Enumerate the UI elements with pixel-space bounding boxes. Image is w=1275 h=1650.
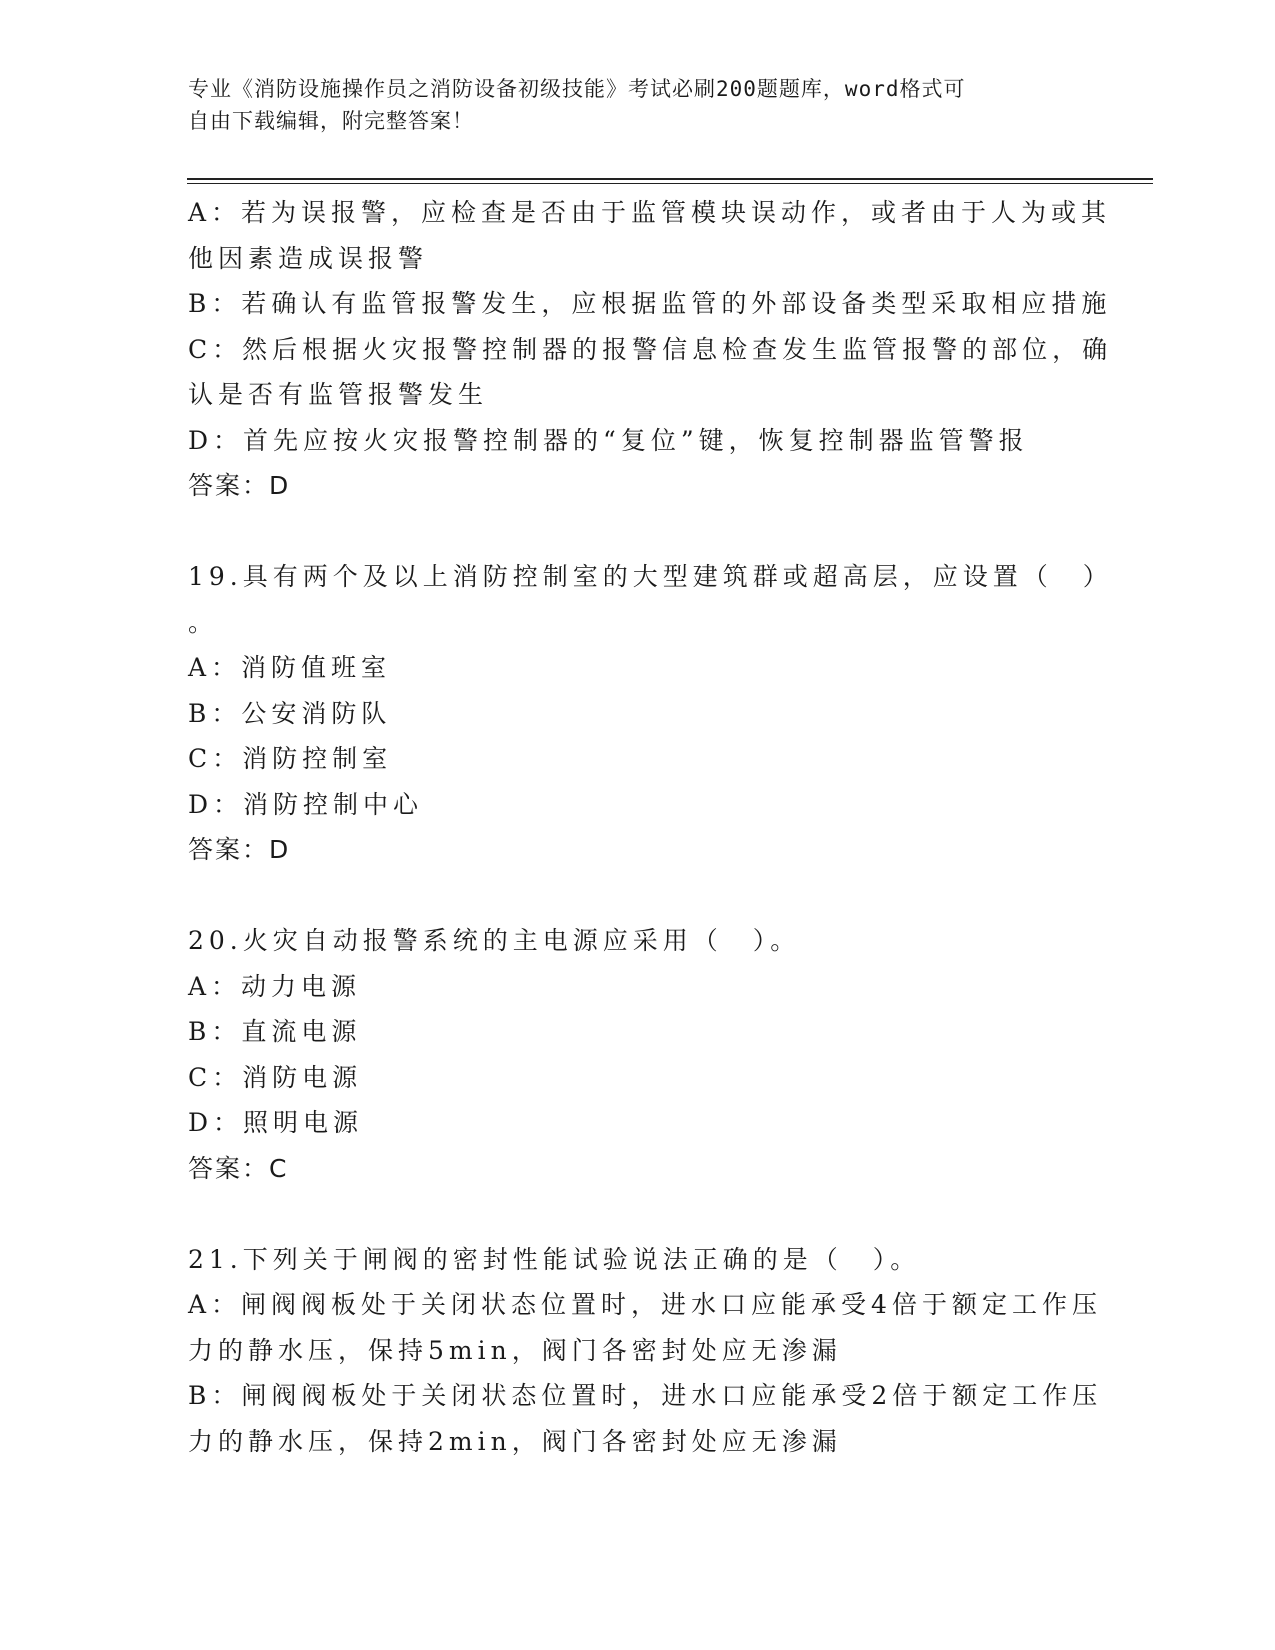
spacer xyxy=(188,1191,1088,1237)
question-20 xyxy=(188,918,1088,1191)
option-line: D：首先应按火灾报警控制器的“复位”键，恢复控制器监管警报 xyxy=(188,425,1029,455)
option-line: 力的静水压，保持2min，阀门各密封处应无渗漏 xyxy=(188,1426,842,1456)
question-18-continued xyxy=(188,190,1113,509)
question-stem-continued: 。 xyxy=(188,607,219,637)
option-a: A：动力电源 xyxy=(188,971,362,1001)
option-line: 认是否有监管报警发生 xyxy=(188,380,489,409)
option-d: D：消防控制中心 xyxy=(188,789,424,819)
header-line-2: 自由下载编辑，附完整答案！ xyxy=(188,109,474,133)
option-line: 他因素造成误报警 xyxy=(188,243,429,273)
spacer xyxy=(188,509,1088,555)
option-line: 力的静水压，保持5min，阀门各密封处应无渗漏 xyxy=(188,1335,842,1365)
spacer xyxy=(188,873,1088,919)
option-line: B：闸阀阀板处于关闭状态位置时，进水口应能承受2倍于额定工作压 xyxy=(188,1381,1103,1410)
option-line: A：若为误报警，应检查是否由于监管模块误动作，或者由于人为或其 xyxy=(188,198,1112,227)
option-line: B：若确认有监管报警发生，应根据监管的外部设备类型采取相应措施 xyxy=(188,289,1112,318)
option-d: D：照明电源 xyxy=(188,1108,364,1137)
question-stem: 21.下列关于闸阀的密封性能试验说法正确的是（ ）。 xyxy=(188,1244,921,1274)
option-b: B：公安消防队 xyxy=(188,698,392,728)
answer-line: 答案：C xyxy=(188,1153,289,1183)
header-divider-thin xyxy=(187,183,1153,184)
question-list xyxy=(188,190,1113,1464)
question-stem: 19.具有两个及以上消防控制室的大型建筑群或超高层，应设置（ ） xyxy=(188,562,1113,591)
header-line-1: 专业《消防设施操作员之消防设备初级技能》考试必刷200题题库，word格式可 xyxy=(188,77,966,101)
question-19 xyxy=(188,554,1113,873)
option-c: C：消防电源 xyxy=(188,1062,363,1092)
option-c: C：消防控制室 xyxy=(188,744,393,773)
answer-line: 答案：D xyxy=(188,835,291,864)
option-line: C：然后根据火灾报警控制器的报警信息检查发生监管报警的部位，确 xyxy=(188,334,1113,364)
option-b: B：直流电源 xyxy=(188,1017,362,1046)
header-divider-thick xyxy=(187,178,1153,180)
question-21 xyxy=(188,1237,1103,1465)
document-header xyxy=(188,73,1068,137)
question-stem: 20.火灾自动报警系统的主电源应采用（ ）。 xyxy=(188,926,801,955)
option-a: A：消防值班室 xyxy=(188,653,392,682)
answer-line: 答案：D xyxy=(188,471,291,500)
option-line: A：闸阀阀板处于关闭状态位置时，进水口应能承受4倍于额定工作压 xyxy=(188,1290,1102,1319)
